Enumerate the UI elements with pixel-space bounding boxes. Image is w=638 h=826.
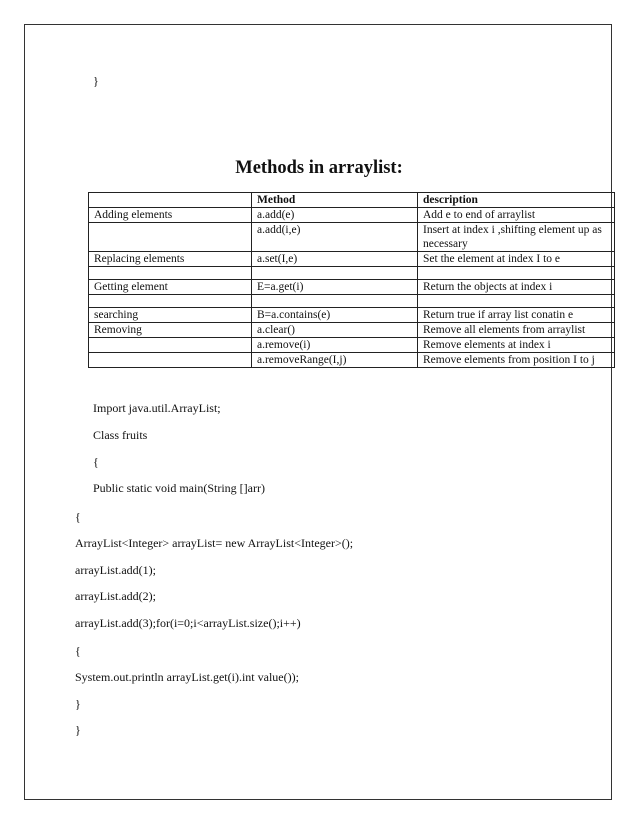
code-line: { [75, 510, 81, 524]
code-line: arrayList.add(1); [75, 563, 156, 577]
table-cell: a.clear() [252, 323, 418, 338]
table-cell: Return the objects at index i [418, 280, 615, 295]
section-title: Methods in arraylist: [235, 158, 403, 178]
code-line: arrayList.add(3);for(i=0;i<arrayList.size();i++) [75, 616, 301, 630]
table-cell: Replacing elements [89, 252, 252, 267]
table-header-cell: Method [252, 193, 418, 208]
table-cell: a.add(i,e) [252, 223, 418, 252]
table-cell: a.remove(i) [252, 338, 418, 353]
code-line: } [75, 697, 81, 711]
table-cell: Add e to end of arraylist [418, 208, 615, 223]
table-row [89, 295, 615, 308]
table-cell [418, 295, 615, 308]
table-row [89, 323, 615, 338]
table-row [89, 252, 615, 267]
table-cell [89, 267, 252, 280]
code-line: } [75, 723, 81, 737]
table-row [89, 353, 615, 368]
code-line: Class fruits [93, 428, 148, 442]
code-line: Import java.util.ArrayList; [93, 401, 221, 415]
table-cell: a.removeRange(I,j) [252, 353, 418, 368]
table-row [89, 267, 615, 280]
table-cell [252, 295, 418, 308]
table-row [89, 223, 615, 252]
table-cell [89, 295, 252, 308]
table-cell: a.add(e) [252, 208, 418, 223]
table-row [89, 208, 615, 223]
table-cell [89, 223, 252, 252]
table-cell: Removing [89, 323, 252, 338]
table-cell: Insert at index i ,shifting element up as necessary [418, 223, 615, 252]
table-cell [252, 267, 418, 280]
closing-brace-top: } [93, 74, 99, 88]
code-line: System.out.println arrayList.get(i).int value()); [75, 670, 299, 684]
table-cell: Set the element at index I to e [418, 252, 615, 267]
code-line: arrayList.add(2); [75, 589, 156, 603]
table-header-row [89, 193, 615, 208]
table-cell: Adding elements [89, 208, 252, 223]
table-cell: searching [89, 308, 252, 323]
table-row [89, 308, 615, 323]
table-row [89, 280, 615, 295]
table-cell: Remove elements at index i [418, 338, 615, 353]
table-cell [89, 338, 252, 353]
table-cell: E=a.get(i) [252, 280, 418, 295]
table-row [89, 338, 615, 353]
code-line: Public static void main(String []arr) [93, 481, 265, 495]
table-cell [418, 267, 615, 280]
table-cell: a.set(I,e) [252, 252, 418, 267]
table-cell: B=a.contains(e) [252, 308, 418, 323]
table-header-cell: description [418, 193, 615, 208]
table-cell: Remove elements from position I to j [418, 353, 615, 368]
code-line: ArrayList<Integer> arrayList= new ArrayList<Integer>(); [75, 536, 354, 550]
table-cell: Remove all elements from arraylist [418, 323, 615, 338]
table-cell [89, 353, 252, 368]
table-cell: Return true if array list conatin e [418, 308, 615, 323]
code-line: { [93, 455, 99, 469]
table-header-cell [89, 193, 252, 208]
table-cell: Getting element [89, 280, 252, 295]
code-line: { [75, 644, 81, 658]
methods-table [88, 192, 615, 368]
